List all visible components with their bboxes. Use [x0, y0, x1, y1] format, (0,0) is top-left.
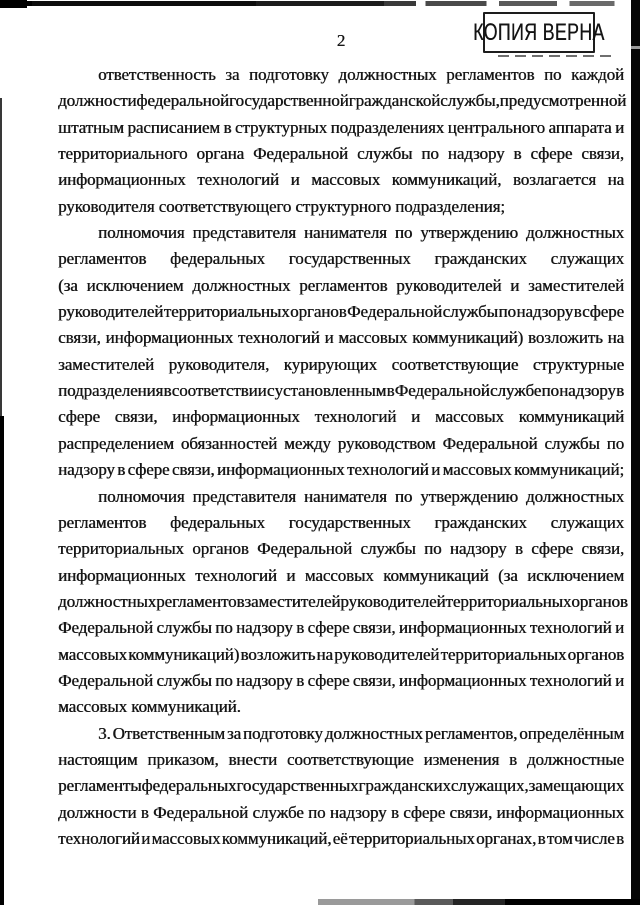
text-line: должности в Федеральной службе по надзору в сфере связи, информационных — [58, 802, 624, 822]
text-line: информационных технологий и массовых коммуникаций (за исключением — [58, 565, 624, 585]
paragraph-responsibility — [58, 62, 627, 220]
text-line: распределением обязанностей между руководством Федеральной службы по — [58, 433, 624, 453]
text-line: руководителя соответствующего структурного подразделения; — [58, 196, 505, 216]
text-line: подразделения в соответствии с установленным в Федеральной службе по надзору в — [58, 381, 624, 401]
text-line: связи, информационных технологий и массовых коммуникаций) возложить на — [58, 328, 624, 348]
text-line: заместителей руководителя, курирующих соответствующие структурные — [58, 354, 624, 374]
text-line: Федеральной службы по надзору в сфере связи, информационных технологий и — [58, 670, 624, 690]
text-line: сфере связи, информационных технологий и массовых коммуникаций — [58, 407, 624, 427]
text-line: информационных технологий и массовых коммуникаций, возлагается на — [58, 170, 624, 190]
paragraph-central-authority — [58, 220, 624, 483]
document-body — [58, 62, 628, 852]
scan-edge-right — [631, 0, 640, 905]
text-line: регламентов федеральных государственных гражданских служащих — [58, 249, 624, 269]
text-line: должностных регламентов заместителей руководителей территориальных органов — [58, 591, 628, 611]
text-line: настоящим приказом, внести соответствующие изменения в должностные — [58, 749, 624, 769]
text-line: ответственность за подготовку должностных регламентов по каждой — [98, 65, 624, 84]
scan-edge-top — [0, 1, 640, 6]
text-line: массовых коммуникаций. — [58, 697, 241, 717]
stamp-label: КОПИЯ ВЕРНА — [473, 18, 605, 46]
page-number: 2 — [336, 31, 346, 50]
scan-edge-left-thick — [0, 416, 4, 905]
text-line: регламентов федеральных государственных гражданских служащих — [58, 512, 624, 532]
text-line: надзору в сфере связи, информационных технологий и массовых коммуникаций; — [58, 460, 624, 480]
paragraph-item-3 — [58, 721, 624, 853]
text-line: руководителей территориальных органов Федеральной службы по надзору в сфере — [58, 302, 624, 322]
text-line: (за исключением должностных регламентов руководителей и заместителей — [58, 275, 624, 295]
text-line: Федеральной службы по надзору в сфере связи, информационных технологий и — [58, 618, 624, 638]
paragraph-territorial-authority — [58, 484, 628, 721]
text-line: должности федеральной государственной гражданской службы, предусмотренной — [58, 91, 627, 111]
text-line: 3. Ответственным за подготовку должностных регламентов, определённым — [98, 723, 624, 743]
text-line: штатным расписанием в структурных подразделениях центрального аппарата и — [58, 117, 624, 137]
text-line: технологий и массовых коммуникаций, её территориальных органах, в том числе в — [58, 828, 624, 848]
text-line: полномочия представителя нанимателя по утверждению должностных — [98, 223, 624, 243]
text-line: полномочия представителя нанимателя по утверждению должностных — [98, 486, 624, 506]
text-line: территориальных органов Федеральной службы по надзору в сфере связи, — [58, 539, 624, 559]
scan-edge-left-thin — [0, 98, 2, 416]
scan-streak — [498, 55, 616, 57]
text-line: регламенты федеральных государственных гражданских служащих, замещающих — [58, 776, 624, 796]
text-line: массовых коммуникаций) возложить на руководителей территориальных органов — [58, 644, 624, 664]
scan-edge-bottom — [318, 899, 640, 905]
text-line: территориального органа Федеральной службы по надзору в сфере связи, — [58, 144, 624, 164]
